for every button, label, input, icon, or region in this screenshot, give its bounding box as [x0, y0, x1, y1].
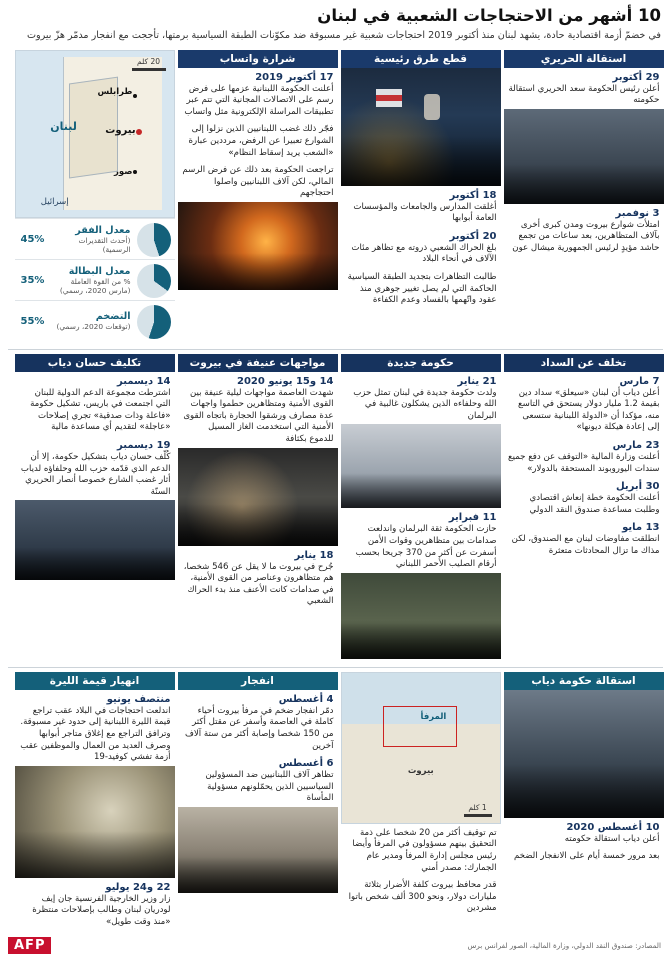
entry-date: 4 أغسطس — [278, 693, 334, 705]
entry-text: حازت الحكومة ثقة البرلمان واندلعت صدامات بين متظاهرين وقوات الأمن أسفرت عن أكثر من 370 جريحا بحسب أرقام الصليب الأحمر اللبناني — [355, 524, 497, 570]
entry — [504, 518, 664, 559]
port-scale-label: 1 كلم — [468, 802, 487, 812]
column-header: استقالة الحريري — [504, 50, 664, 68]
stat-inflation — [15, 300, 175, 341]
entry-date: 11 فبراير — [448, 512, 497, 524]
entry — [504, 204, 664, 257]
donut-inflation — [137, 305, 171, 339]
entry-date: 20 أكتوبر — [449, 230, 497, 242]
entry-date: 6 أغسطس — [278, 758, 334, 770]
map-country-israel: إسرائيل — [40, 196, 69, 207]
entry-date: 14 و15 يونيو 2020 — [237, 375, 334, 387]
entry — [15, 436, 175, 500]
column-explosion — [178, 672, 338, 931]
beirut-label: بيروت — [407, 765, 434, 776]
entry-text: تراجعت الحكومة بعد ذلك عن فرض الرسم المالي، لكن آلاف اللبنانيين واصلوا احتجاجهم — [182, 165, 334, 199]
entry — [178, 372, 338, 448]
entry — [178, 690, 338, 754]
row-1 — [0, 50, 671, 347]
column-map-stats — [15, 50, 175, 341]
entry-text: امتلأت شوارع بيروت ومدن كبرى أخرى بآلاف المتظاهرين، بعد ساعات من تجمع حاشد مؤيدٍ لرئيس الجمهورية ميشال عون — [512, 219, 660, 253]
entry — [341, 372, 501, 425]
column-diab-resignation — [504, 672, 664, 931]
entry-text: أعلنت وزارة المالية «التوقف عن دفع جميع سندات اليوروبوند المستحقة بالدولار» — [508, 451, 660, 474]
column-hariri-resignation — [504, 50, 664, 341]
row-2 — [0, 354, 671, 665]
column-diab-designation — [15, 354, 175, 659]
entry-date: 13 مايو — [622, 522, 660, 534]
entry — [504, 372, 664, 436]
photo-clashes — [178, 448, 338, 546]
row-3 — [0, 672, 671, 937]
entry-text: تظاهر آلاف اللبنانيين ضد المسؤولين السياسيين الذين يحمّلونهم مسؤولية المأساة — [205, 770, 334, 804]
photo-night-protest — [178, 202, 338, 290]
entry-text: فجّر ذلك غضب اللبنانيين الذين نزلوا إلى الشوارع تعبيرا عن الرفض، مرددين عبارة «الشعب يريد إسقاط النظام» — [188, 124, 334, 158]
column-header: انهيار قيمة الليرة — [15, 672, 175, 690]
divider — [8, 667, 663, 668]
map-country-lebanon: لبنان — [50, 120, 77, 134]
entry — [504, 436, 664, 477]
entry-date: 22 و24 يوليو — [105, 881, 171, 893]
column-road-blocks — [341, 50, 501, 341]
column-currency-collapse — [15, 672, 175, 931]
entry — [178, 120, 338, 161]
entry-text: قدر محافظ بيروت كلفة الأضرار بثلاثة مليارات دولار، ونحو 300 ألف شخص باتوا مشردين — [348, 880, 497, 914]
entry-date: 21 يناير — [457, 375, 497, 387]
column-header: انفجار — [178, 672, 338, 690]
entry — [178, 754, 338, 807]
entry — [504, 847, 664, 865]
entry-text: اندلعت احتجاجات في البلاد عقب تراجع قيمة الليرة اللبنانية إلى حدود غير مسبوقة. وترافق التراجع مع إغلاق متاجر أبوابها وصرف العديد من العمال والموظفين عقب أزمة تفشي كوفيد-19 — [20, 705, 171, 763]
column-header: حكومة جديدة — [341, 354, 501, 372]
column-port-map — [341, 672, 501, 931]
donut-poverty — [137, 223, 171, 257]
column-new-government — [341, 354, 501, 659]
entry — [341, 268, 501, 309]
stat-note: (توقعات 2020، رسمي) — [56, 322, 131, 332]
stat-name: التضخم — [95, 311, 131, 323]
column-default — [504, 354, 664, 659]
entry-date: 17 أكتوبر 2019 — [255, 71, 334, 83]
entry-date: 19 ديسمبر — [117, 439, 171, 451]
photo-port-blast — [178, 807, 338, 893]
stat-unemployment — [15, 259, 175, 300]
stat-name: معدل الفقر — [75, 224, 131, 236]
entry — [341, 186, 501, 227]
entry — [341, 508, 501, 572]
page-subtitle: في خضمّ أزمة اقتصادية حادة، يشهد لبنان منذ أكتوبر 2019 احتجاجات شعبية غير مسبوقة ضد مكوّنات الطبقة السياسية برمتها، تأججت مع انفجار مدمّر هزّ بيروت — [26, 29, 661, 41]
entry-text: أعلنت الحكومة خطة إنعاش اقتصادي وطلبت مساعدة صندوق النقد الدولي — [529, 493, 660, 515]
entry — [341, 876, 501, 917]
entry-date: 18 يناير — [294, 549, 334, 561]
photo-diab-resignation — [504, 690, 664, 818]
entry-text: تم توقيف أكثر من 20 شخصا على ذمة التحقيق بينهم مسؤولون في المرفأ وأيضا رئيس مجلس إدارة المرفأ ومدير عام الجمارك: مصدر أمني — [352, 827, 497, 873]
entry-text: أعلنت الحكومة اللبنانية عزمها على فرض رسم على الاتصالات المجانية التي تتم عبر تطبيقات المراسلة الإلكترونية مثل واتساب — [184, 83, 334, 117]
entry-date: 29 أكتوبر — [612, 71, 660, 83]
lebanon-map — [15, 50, 175, 218]
stat-note: (أحدث التقديرات الرسمية) — [78, 235, 131, 255]
stat-value: 45% — [20, 234, 45, 246]
entry-text: اشترطت مجموعة الدعم الدولية للبنان التي اجتمعت في باريس، تشكيل حكومة «فاعلة وذات صدقية» تجري إصلاحات «عاجلة» لتقديم أي مساعدة مالية — [30, 387, 171, 433]
column-header: تكليف حسان دياب — [15, 354, 175, 372]
photo-protest-crowd — [341, 68, 501, 186]
column-beirut-clashes — [178, 354, 338, 659]
entry-text: أعلن دياب استقالة حكومته — [564, 833, 660, 844]
entry-text: أغلقت المدارس والجامعات والمؤسسات العامة أبوابها — [353, 201, 497, 224]
map-scale — [132, 57, 166, 71]
entry-date: 14 ديسمبر — [117, 375, 171, 387]
photo-currency — [15, 766, 175, 878]
entry-text: بعد مرور خمسة أيام على الانفجار الضخم — [513, 851, 660, 862]
column-header: تخلف عن السداد — [504, 354, 664, 372]
entry-text: انطلقت مفاوضات لبنان مع الصندوق، لكن مذاك ما تزال المحادثات متعثرة — [511, 534, 660, 556]
entry — [504, 68, 664, 109]
entry-date: منتصف يونيو — [106, 693, 171, 705]
column-header: قطع طرق رئيسية — [341, 50, 501, 68]
stat-poverty — [15, 218, 175, 259]
entry — [15, 878, 175, 931]
entry-date: 18 أكتوبر — [449, 189, 497, 201]
entry-text: أعلن دياب أن لبنان «سيعلق» سداد دين بقيمة 1.2 مليار دولار يستحق في التاسع منه، مؤكدا أن «الدولة اللبنانية ستسعى إلى إعادة هيكلة ديونها» — [518, 387, 660, 433]
port-scale — [464, 803, 492, 817]
entry-date: 7 مارس — [619, 375, 660, 387]
entry — [341, 227, 501, 268]
column-header: مواجهات عنيفة في بيروت — [178, 354, 338, 372]
column-header: استقالة حكومة دياب — [504, 672, 664, 690]
entry-text: شهدت العاصمة مواجهات ليلية عنيفة بين القوى الأمنية ومتظاهرين حطموا واجهات عدة مصارف ورشقوا الحجارة باتجاه القوى الأمنية التي استخدمت الغاز المسيل للدموع بكثافة — [183, 387, 334, 444]
entry-date: 3 نوفمبر — [615, 207, 660, 219]
entry — [178, 161, 338, 202]
source-note: المصادر: صندوق النقد الدولي، وزارة المالية، الصور لفرانس برس — [467, 941, 661, 950]
stat-value: 35% — [20, 275, 45, 287]
map-city-tripoli: طرابلس — [97, 87, 133, 98]
header — [0, 0, 671, 50]
entry-text: بلغ الحراك الشعبي ذروته مع تظاهر مئات الآلاف في أنحاء البلاد — [351, 242, 497, 265]
stat-name: معدل البطالة — [68, 265, 131, 277]
entry-text: ولدت حكومة جديدة في لبنان تمثل حزب الله وحلفاءه الذين يشكلون غالبية في البرلمان — [353, 387, 497, 421]
entry-text: طالبت التظاهرات بتجديد الطبقة السياسية الحاكمة التي لم يصل تغيير جوهري منذ عقود واتّهمها بالفساد وعدم الكفاءة — [347, 271, 497, 306]
entry — [504, 818, 664, 848]
column-whatsapp-spark — [178, 50, 338, 341]
port-map — [341, 672, 501, 824]
afp-logo: AFP — [8, 937, 51, 954]
divider — [8, 349, 663, 350]
photo-diab — [15, 500, 175, 580]
entry-text: زار وزير الخارجية الفرنسية جان إيف لودريان لبنان وطالب بإصلاحات منتظرة «منذ وقت طويل» — [32, 893, 171, 927]
entry-date: 30 أبريل — [616, 481, 660, 493]
photo-hariri — [504, 109, 664, 204]
map-city-tyre: صور — [113, 166, 133, 177]
donut-unemployment — [137, 264, 171, 298]
photo-government — [341, 424, 501, 508]
entry-text: جُرح في بيروت ما لا يقل عن 546 شخصا، هم متظاهرون وعناصر من القوى الأمنية، في صدامات كانت الأعنف منذ بدء الحراك الشعبي — [183, 561, 334, 607]
entry-text: دمّر انفجار ضخم في مرفأ بيروت أحياء كاملة في العاصمة وأسفر عن مقتل أكثر من 150 شخصا وإصابة أكثر من ستة آلاف آخرين — [184, 705, 334, 751]
footer — [0, 926, 671, 960]
entry — [15, 372, 175, 436]
page-title: 10 أشهر من الاحتجاجات الشعبية في لبنان — [317, 6, 661, 25]
entry-text: أعلن رئيس الحكومة سعد الحريري استقالة حكومته — [508, 83, 660, 106]
map-scale-label: 20 كلم — [137, 56, 160, 66]
map-city-beirut: بيروت — [105, 125, 136, 137]
entry — [341, 824, 501, 876]
entry — [178, 68, 338, 121]
entry-date: 23 مارس — [612, 439, 660, 451]
entry-date: 10 أغسطس 2020 — [566, 821, 660, 833]
stat-note: % من القوة العاملة (مارس 2020، رسمي) — [59, 276, 131, 296]
entry-text: كُلّف حسان دياب بتشكيل حكومة، إلا أن الدعم الذي قدّمه حزب الله وحلفاؤه لدياب أثار غضب الشارع خصوصا أنصار الحريري السنّة — [20, 451, 171, 497]
entry — [504, 477, 664, 518]
photo-army — [341, 573, 501, 659]
entry — [15, 690, 175, 766]
column-header: شرارة واتساب — [178, 50, 338, 68]
port-label: المرفأ — [420, 711, 447, 722]
stat-value: 55% — [20, 316, 45, 328]
entry — [178, 546, 338, 610]
